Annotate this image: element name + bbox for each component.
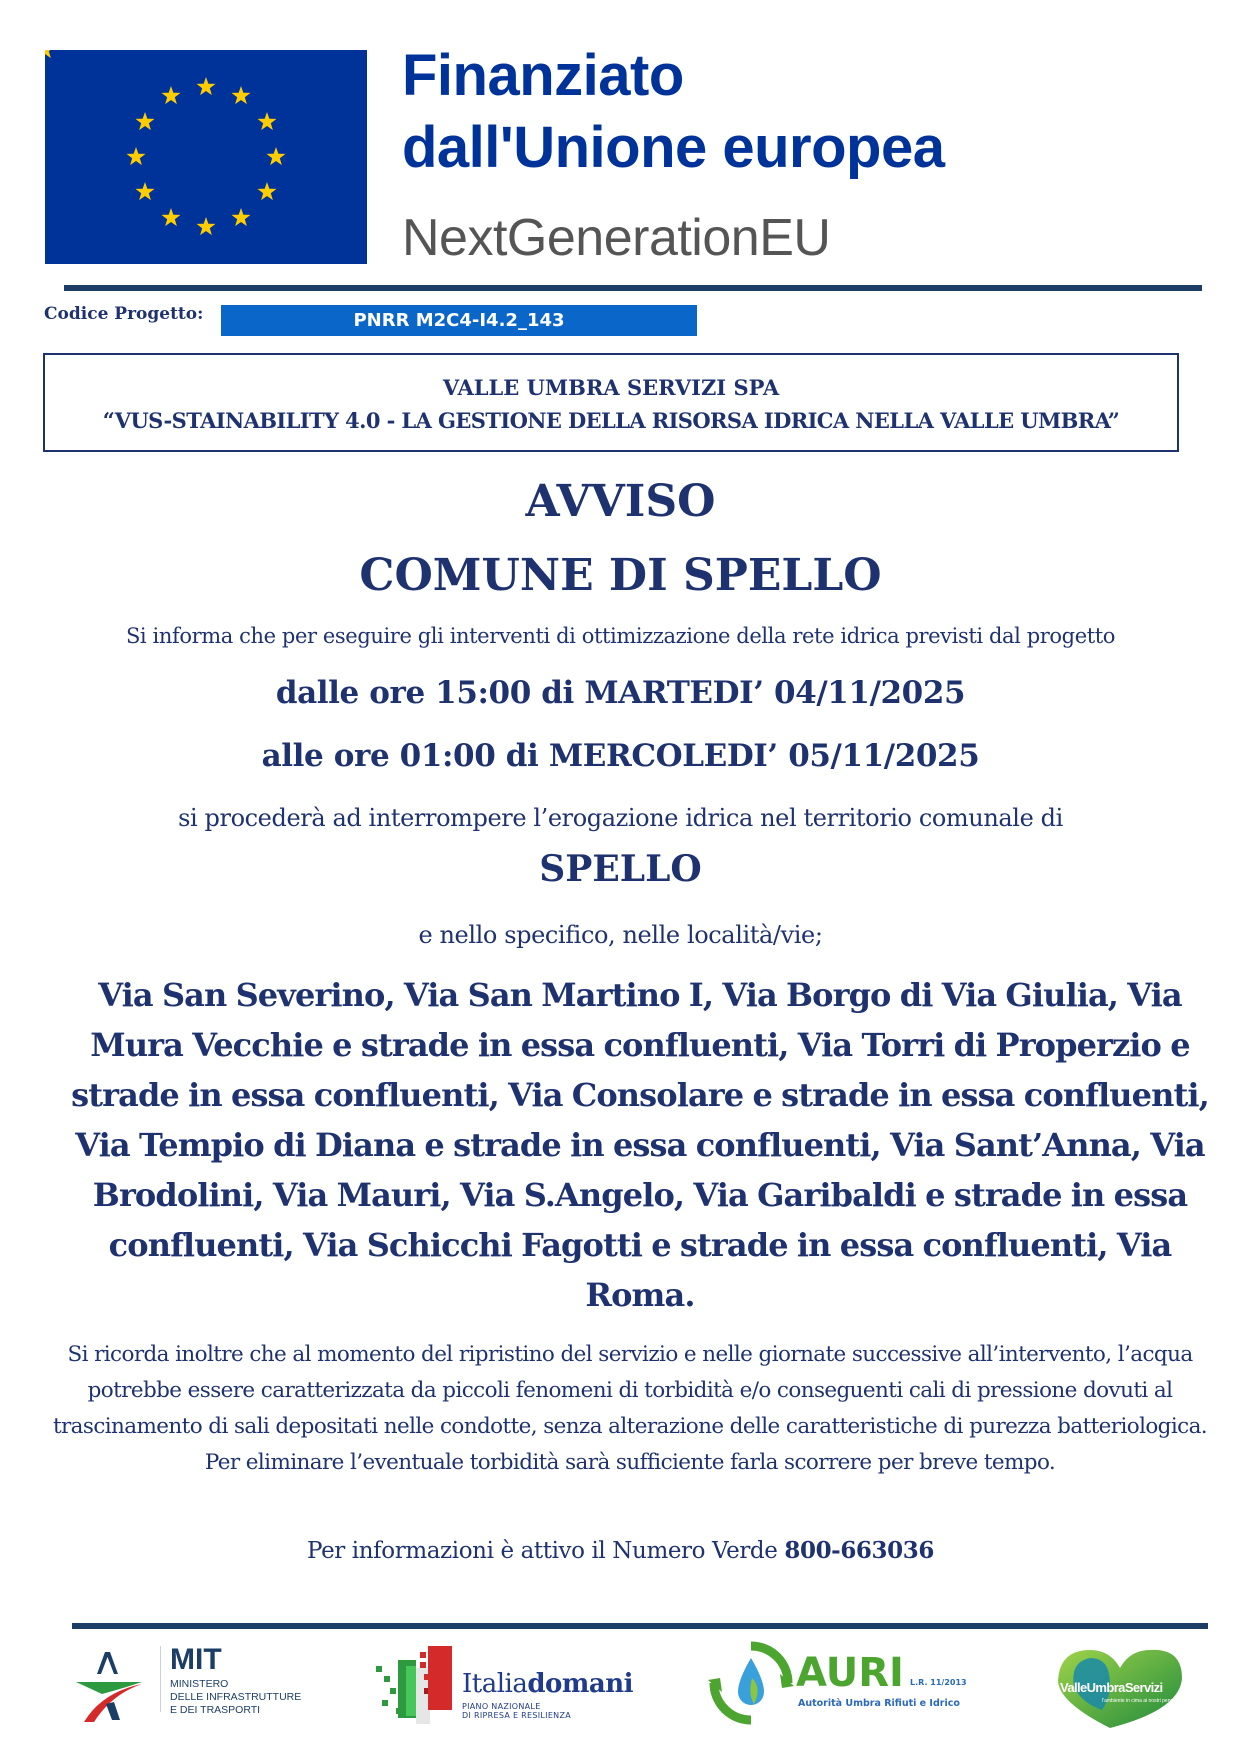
mit-logo <box>72 1640 312 1730</box>
streets-intro: e nello specifico, nelle località/vie; <box>418 921 823 949</box>
turbidity-reminder: Si ricorda inoltre che al momento del ripristino del servizio e nelle giornate successive all’intervento, l’acqua potrebbe essere caratterizzata da piccoli fenomeni di torbidità e/o conseguenti cali di pressione dovuti al trascinamento di sali depositati nelle condotte, senza alterazione delle caratteristiche di purezza batteriologica. Per eliminare l’eventuale torbidità sarà sufficiente farla scorrere per breve tempo. <box>52 1342 1208 1475</box>
town-name: SPELLO <box>539 848 702 890</box>
eu-funded-line1: Finanziato <box>402 43 684 108</box>
notice-title: AVVISO <box>525 476 716 527</box>
info-line <box>0 1535 1241 1567</box>
municipality-heading: COMUNE DI SPELLO <box>359 550 882 601</box>
eu-flag-icon <box>45 50 367 264</box>
auri-logo <box>708 1640 968 1730</box>
vus-name: ValleUmbraServizi <box>1060 1680 1163 1695</box>
auri-description: Autorità Umbra Rifiuti e Idrico <box>798 1698 960 1709</box>
italiadomani-name <box>462 1670 633 1698</box>
project-title: “VUS-STAINABILITY 4.0 - LA GESTIONE DELLA RISORSA IDRICA NELLA VALLE UMBRA” <box>102 408 1120 433</box>
italiadomani-description <box>462 1702 571 1720</box>
eu-funded-heading <box>402 40 945 184</box>
eu-funded-line2: dall'Unione europea <box>402 115 945 180</box>
header-divider <box>64 285 1202 291</box>
vus-tagline: l'ambiente in cima ai nostri pensieri <box>1102 1698 1180 1704</box>
italiadomani-flag-icon <box>370 1642 460 1724</box>
italiadomani-desc-line2: DI RIPRESA E RESILIENZA <box>462 1711 572 1720</box>
italiadomani-name-bold: domani <box>527 1669 634 1699</box>
auri-name: AURI <box>796 1650 904 1696</box>
project-code-value: PNRR M2C4-I4.2_143 <box>221 305 697 336</box>
mit-star-icon <box>72 1644 152 1724</box>
mit-desc-line2: DELLE INFRASTRUTTURE <box>170 1691 302 1703</box>
auri-recycle-drop-icon <box>708 1640 794 1726</box>
italiadomani-desc-line1: PIANO NAZIONALE <box>462 1702 541 1711</box>
affected-streets: Via San Severino, Via San Martino I, Via Borgo di Via Giulia, Via Mura Vecchie e strade in essa confluenti, Via Torri di Properzio e strade in essa confluenti, Via Consolare e strade in essa confluenti, Via Tempio di Diana e strade in essa confluenti, Via Sant’Anna, Via Brodolini, Via Mauri, Via S.Angelo, Via Garibaldi e strade in essa confluenti, Via Schicchi Fagotti e strade in essa confluenti, Via Roma. <box>71 976 1209 1314</box>
company-name: VALLE UMBRA SERVIZI SPA <box>442 375 780 400</box>
interruption-text: si procederà ad interrompere l’erogazione idrica nel territorio comunale di <box>178 804 1063 832</box>
mit-separator <box>160 1646 161 1712</box>
auri-law: L.R. 11/2013 <box>910 1678 967 1687</box>
mit-desc-line1: MINISTERO <box>170 1678 229 1690</box>
company-box <box>43 353 1179 452</box>
interruption-end: alle ore 01:00 di MERCOLEDI’ 05/11/2025 <box>261 738 980 774</box>
project-code-label: Codice Progetto: <box>44 304 204 324</box>
footer-divider <box>72 1623 1208 1629</box>
program-name: NextGenerationEU <box>402 209 831 267</box>
italiadomani-logo <box>370 1640 634 1730</box>
intro-text: Si informa che per eseguire gli interventi di ottimizzazione della rete idrica previsti dal progetto <box>125 624 1116 648</box>
mit-name: MIT <box>170 1643 222 1676</box>
mit-description <box>170 1678 301 1717</box>
italiadomani-name-light: Italia <box>462 1669 528 1699</box>
mit-desc-line3: E DEI TRASPORTI <box>170 1704 261 1716</box>
interruption-start: dalle ore 15:00 di MARTEDI’ 04/11/2025 <box>275 675 966 711</box>
info-prefix: Per informazioni è attivo il Numero Verde <box>307 1538 785 1564</box>
toll-free-number: 800-663036 <box>784 1537 934 1564</box>
vus-logo <box>1050 1640 1240 1730</box>
